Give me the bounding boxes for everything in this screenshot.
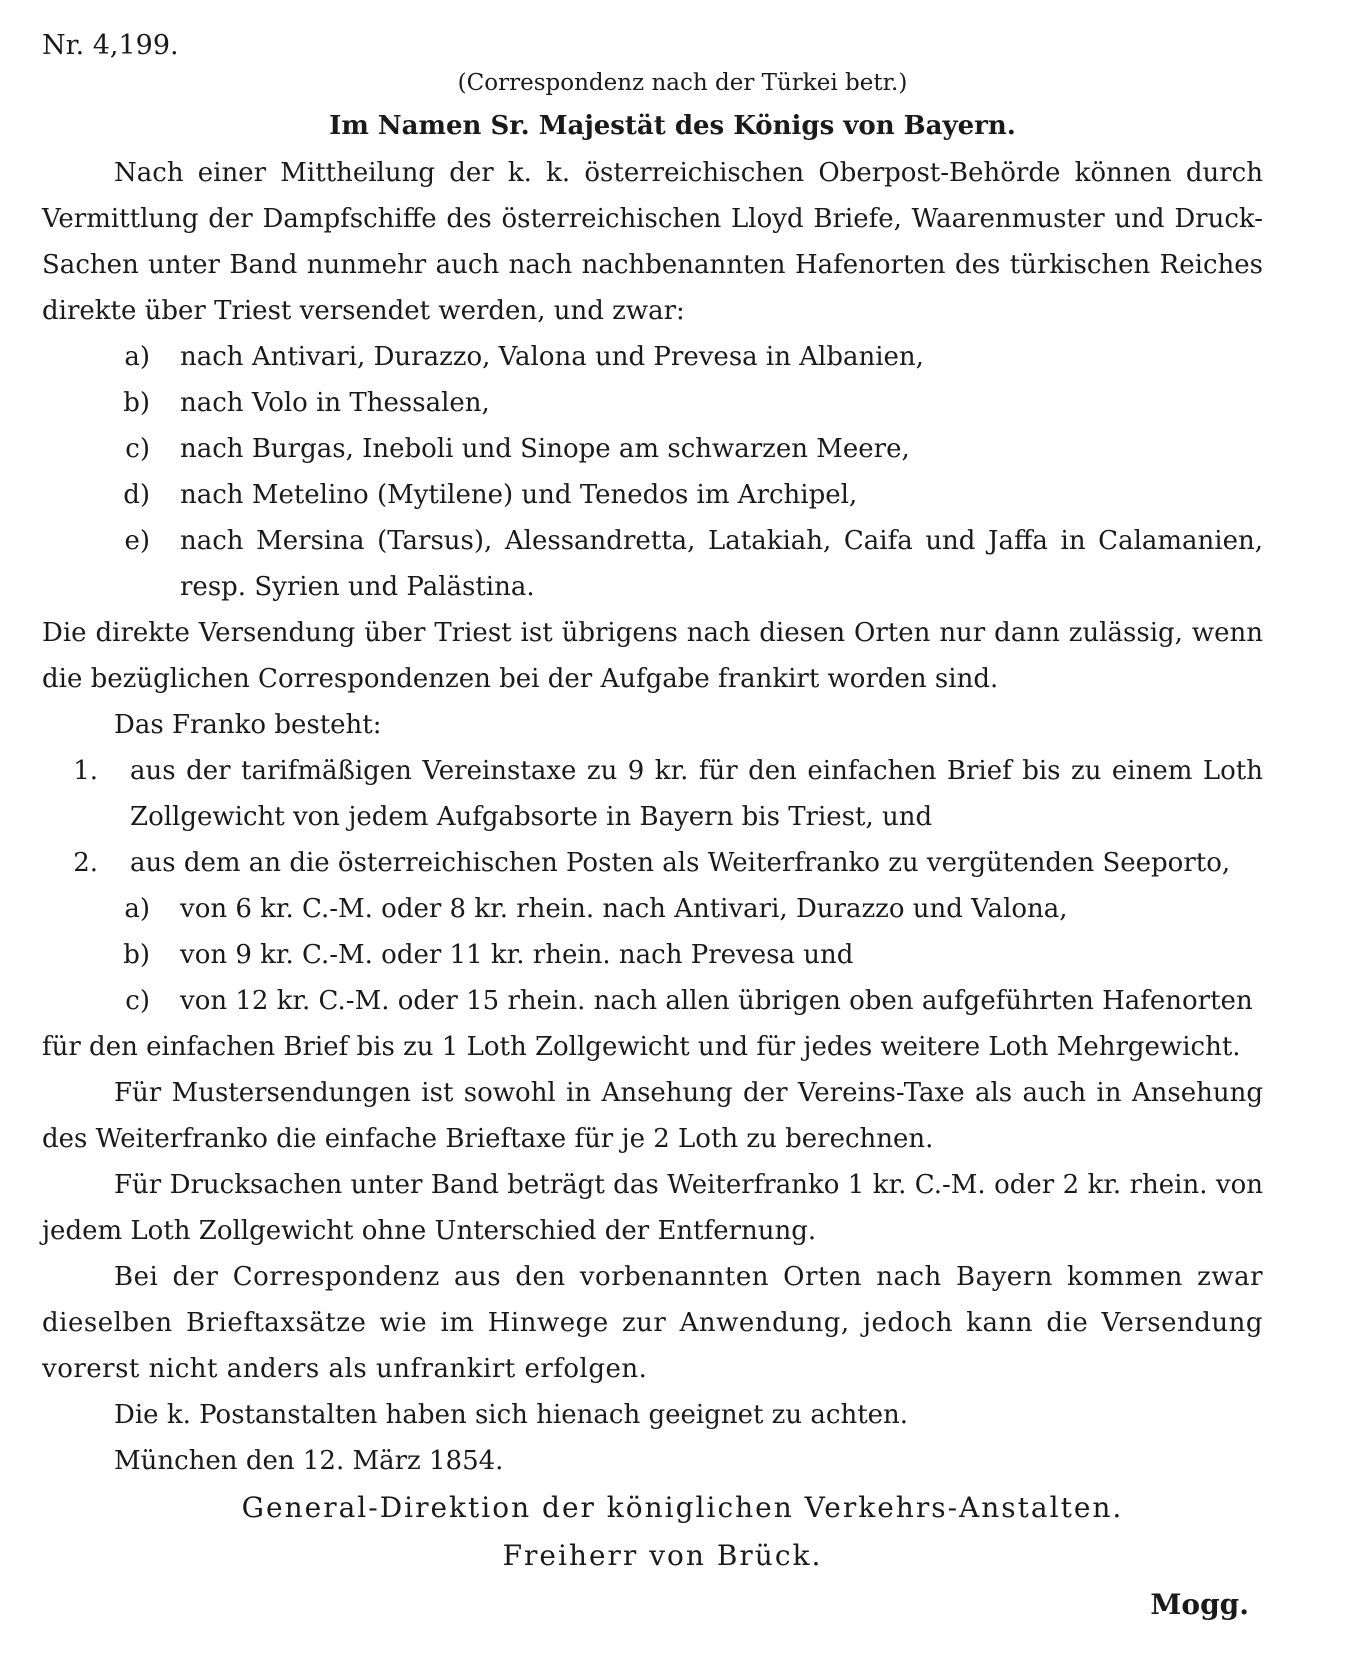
document-heading: Im Namen Sr. Majestät des Königs von Bayern. <box>329 111 1016 141</box>
list-text: von 6 kr. C.-M. oder 8 kr. rhein. nach Antivari, Durazzo und Valona, <box>180 894 1068 924</box>
signatory-name: Freiherr von Brück. <box>502 1539 823 1572</box>
seeporto-list <box>42 886 1263 1024</box>
list-marker: a) <box>124 894 150 924</box>
list-text: von 12 kr. C.-M. oder 15 rhein. nach allen übrigen oben aufgeführten Hafenorten <box>180 986 1253 1016</box>
list-text: nach Antivari, Durazzo, Valona und Prevesa in Albanien, <box>180 342 924 372</box>
drucksachen-paragraph: Für Drucksachen unter Band beträgt das Weiterfranko 1 kr. C.-M. oder 2 kr. rhein. von jedem Loth Zollgewicht ohne Unterschied der Entfernung. <box>42 1170 1263 1246</box>
list-marker: d) <box>123 480 150 510</box>
list-item <box>42 886 1263 932</box>
list-item <box>42 426 1263 472</box>
list-marker: c) <box>125 986 150 1016</box>
date-line: München den 12. März 1854. <box>114 1446 504 1476</box>
list-item <box>42 472 1263 518</box>
list-marker: c) <box>125 434 150 464</box>
intro-paragraph: Nach einer Mittheilung der k. k. österreichischen Oberpost-Behörde können durch Vermittlung der Dampfschiffe des österreichischen Lloyd Briefe, Waarenmuster und Druck-Sachen unter Band nunmehr auch nach nachbenannten Hafenorten des türkischen Reiches direkte über Triest versendet werden, und zwar: <box>42 158 1263 326</box>
document-number: Nr. 4,199. <box>42 30 179 61</box>
list-text: von 9 kr. C.-M. oder 11 kr. rhein. nach Prevesa und <box>180 940 854 970</box>
muster-paragraph: Für Mustersendungen ist sowohl in Ansehung der Vereins-Taxe als auch in Ansehung des Weiterfranko die einfache Brieftaxe für je 2 Loth zu berechnen. <box>42 1078 1263 1154</box>
list-marker: 2. <box>73 848 98 878</box>
list-text: aus der tarifmäßigen Vereinstaxe zu 9 kr. für den einfachen Brief bis zu einem Loth Zollgewicht von jedem Aufgabsorte in Bayern bis Triest, und <box>130 756 1263 832</box>
franko-intro: Das Franko besteht: <box>114 710 382 740</box>
list-item <box>42 932 1263 978</box>
franko-list <box>42 748 1263 886</box>
instruction-paragraph: Die k. Postanstalten haben sich hienach geeignet zu achten. <box>114 1400 909 1430</box>
document-subject: (Correspondenz nach der Türkei betr.) <box>457 70 908 96</box>
list-text: nach Mersina (Tarsus), Alessandretta, Latakiah, Caifa und Jaffa in Calamanien, resp. Syrien und Palästina. <box>180 526 1263 602</box>
list-marker: e) <box>124 526 150 556</box>
list-item <box>42 840 1263 886</box>
list-text: nach Metelino (Mytilene) und Tenedos im Archipel, <box>180 480 858 510</box>
list-item <box>42 380 1263 426</box>
direct-shipping-note: Die direkte Versendung über Triest ist übrigens nach diesen Orten nur dann zulässig, wenn die bezüglichen Correspondenzen bei der Aufgabe frankirt worden sind. <box>42 618 1263 694</box>
list-marker: 1. <box>73 756 98 786</box>
return-correspondence-paragraph: Bei der Correspondenz aus den vorbenannten Orten nach Bayern kommen zwar dieselben Brieftaxsätze wie im Hinwege zur Anwendung, jedoch kann die Versendung vorerst nicht anders als unfrankirt erfolgen. <box>42 1262 1263 1384</box>
list-text: aus dem an die österreichischen Posten als Weiterfranko zu vergütenden Seeporto, <box>130 848 1231 878</box>
list-item <box>42 518 1263 610</box>
issuing-authority: General-Direktion der königlichen Verkehrs-Anstalten. <box>241 1491 1124 1524</box>
list-marker: a) <box>124 342 150 372</box>
list-item <box>42 978 1263 1024</box>
places-list <box>42 334 1263 610</box>
list-item <box>42 748 1263 840</box>
weight-note: für den einfachen Brief bis zu 1 Loth Zollgewicht und für jedes weitere Loth Mehrgewicht. <box>42 1032 1241 1062</box>
list-marker: b) <box>123 940 150 970</box>
countersignature: Mogg. <box>1150 1588 1249 1621</box>
list-item <box>42 334 1263 380</box>
list-marker: b) <box>123 388 150 418</box>
list-text: nach Volo in Thessalen, <box>180 388 490 418</box>
list-text: nach Burgas, Ineboli und Sinope am schwarzen Meere, <box>180 434 910 464</box>
